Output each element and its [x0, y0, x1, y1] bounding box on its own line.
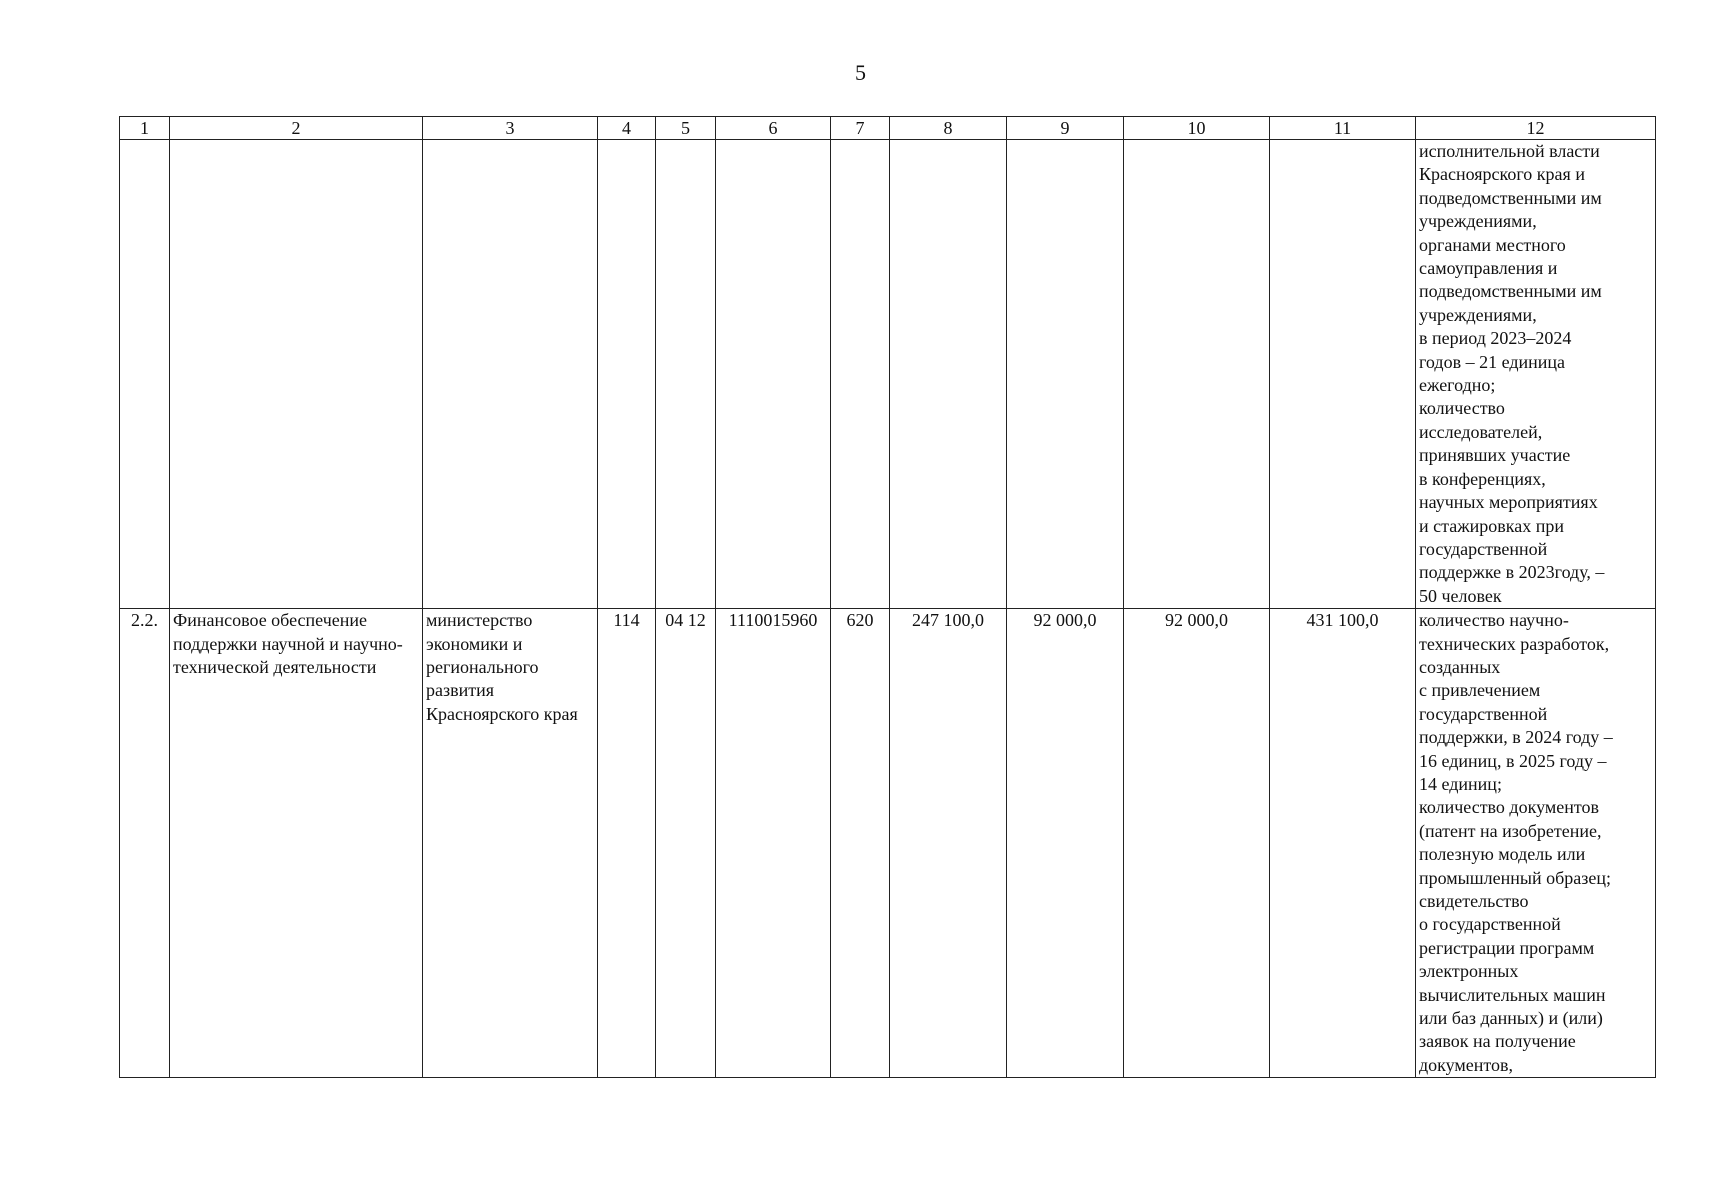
text-line: технических разработок,	[1419, 633, 1610, 654]
indicator-text-continuation	[1416, 140, 1656, 609]
text-line: вычислительных машин	[1419, 984, 1606, 1005]
header-col-12: 12	[1416, 117, 1656, 140]
text-line: научных мероприятиях	[1419, 492, 1598, 513]
text-line: органами местного	[1419, 234, 1566, 255]
header-col-9: 9	[1007, 117, 1124, 140]
text-line: поддержке в 2023году, –	[1419, 562, 1605, 583]
indicator-text-2-2	[1416, 609, 1656, 1078]
text-line: поддержки научной и научно-	[173, 633, 403, 654]
page-number: 5	[855, 60, 866, 85]
indicator-lines	[1419, 140, 1652, 608]
code-csr: 1110015960	[716, 609, 831, 1078]
indicator-lines	[1419, 609, 1652, 1077]
text-line: свидетельство	[1419, 891, 1529, 911]
header-col-8: 8	[890, 117, 1007, 140]
text-line: государственной	[1419, 703, 1548, 724]
text-line: полезную модель или	[1419, 844, 1586, 865]
text-line: исполнительной власти	[1419, 141, 1600, 161]
header-col-2: 2	[170, 117, 423, 140]
row-number: 2.2.	[120, 609, 170, 1078]
responsible-body-lines	[426, 609, 594, 726]
header-col-7: 7	[831, 117, 890, 140]
code-rzpr: 04 12	[656, 609, 716, 1078]
text-line: самоуправления и	[1419, 258, 1558, 279]
header-col-11: 11	[1270, 117, 1416, 140]
text-line: электронных	[1419, 961, 1519, 982]
header-row	[120, 117, 1656, 140]
text-line: созданных	[1419, 656, 1501, 677]
amount-col-9: 92 000,0	[1007, 609, 1124, 1078]
code-vr: 620	[831, 609, 890, 1078]
text-line: министерство	[426, 610, 533, 631]
text-line: 14 единиц;	[1419, 773, 1502, 794]
text-line: ежегодно;	[1419, 375, 1496, 396]
amount-col-10: 92 000,0	[1124, 609, 1270, 1078]
text-line: учреждениями,	[1419, 211, 1537, 232]
responsible-body	[423, 609, 598, 1078]
text-line: и стажировках при	[1419, 515, 1564, 536]
text-line: подведомственными им	[1419, 187, 1602, 208]
text-line: документов,	[1419, 1054, 1514, 1075]
header-col-10: 10	[1124, 117, 1270, 140]
text-line: Красноярского края и	[1419, 164, 1585, 185]
text-line: 16 единиц, в 2025 году –	[1419, 750, 1607, 771]
text-line: подведомственными им	[1419, 281, 1602, 302]
text-line: в конференциях,	[1419, 468, 1546, 489]
budget-table	[119, 116, 1656, 1078]
text-line: технической деятельности	[173, 656, 377, 677]
table-row-2-2	[120, 609, 1656, 1078]
header-col-4: 4	[598, 117, 656, 140]
text-line: экономики и	[426, 633, 523, 654]
text-line: годов – 21 единица	[1419, 351, 1566, 372]
text-line: исследователей,	[1419, 421, 1543, 442]
text-line: (патент на изобретение,	[1419, 820, 1602, 841]
text-line: в период 2023–2024	[1419, 328, 1572, 349]
amount-total: 431 100,0	[1270, 609, 1416, 1078]
text-line: учреждениями,	[1419, 304, 1537, 325]
text-line: 50 человек	[1419, 585, 1502, 606]
text-line: поддержки, в 2024 году –	[1419, 727, 1613, 748]
text-line: принявших участие	[1419, 445, 1571, 466]
text-line: или баз данных) и (или)	[1419, 1008, 1603, 1029]
header-col-1: 1	[120, 117, 170, 140]
header-col-5: 5	[656, 117, 716, 140]
activity-name-lines	[173, 609, 419, 679]
text-line: количество научно-	[1419, 610, 1569, 631]
text-line: развития	[426, 680, 495, 701]
header-col-6: 6	[716, 117, 831, 140]
activity-name	[170, 609, 423, 1078]
header-col-3: 3	[423, 117, 598, 140]
amount-col-8: 247 100,0	[890, 609, 1007, 1078]
text-line: количество документов	[1419, 797, 1599, 818]
text-line: регионального	[426, 656, 539, 677]
text-line: с привлечением	[1419, 680, 1541, 701]
text-line: о государственной	[1419, 914, 1561, 935]
text-line: Финансовое обеспечение	[173, 610, 368, 631]
text-line: регистрации программ	[1419, 937, 1595, 958]
text-line: промышленный образец;	[1419, 867, 1611, 888]
text-line: количество	[1419, 398, 1505, 419]
text-line: заявок на получение	[1419, 1031, 1576, 1052]
code-grbs: 114	[598, 609, 656, 1078]
table-row-continuation	[120, 140, 1656, 609]
text-line: государственной	[1419, 538, 1548, 559]
text-line: Красноярского края	[426, 703, 578, 724]
